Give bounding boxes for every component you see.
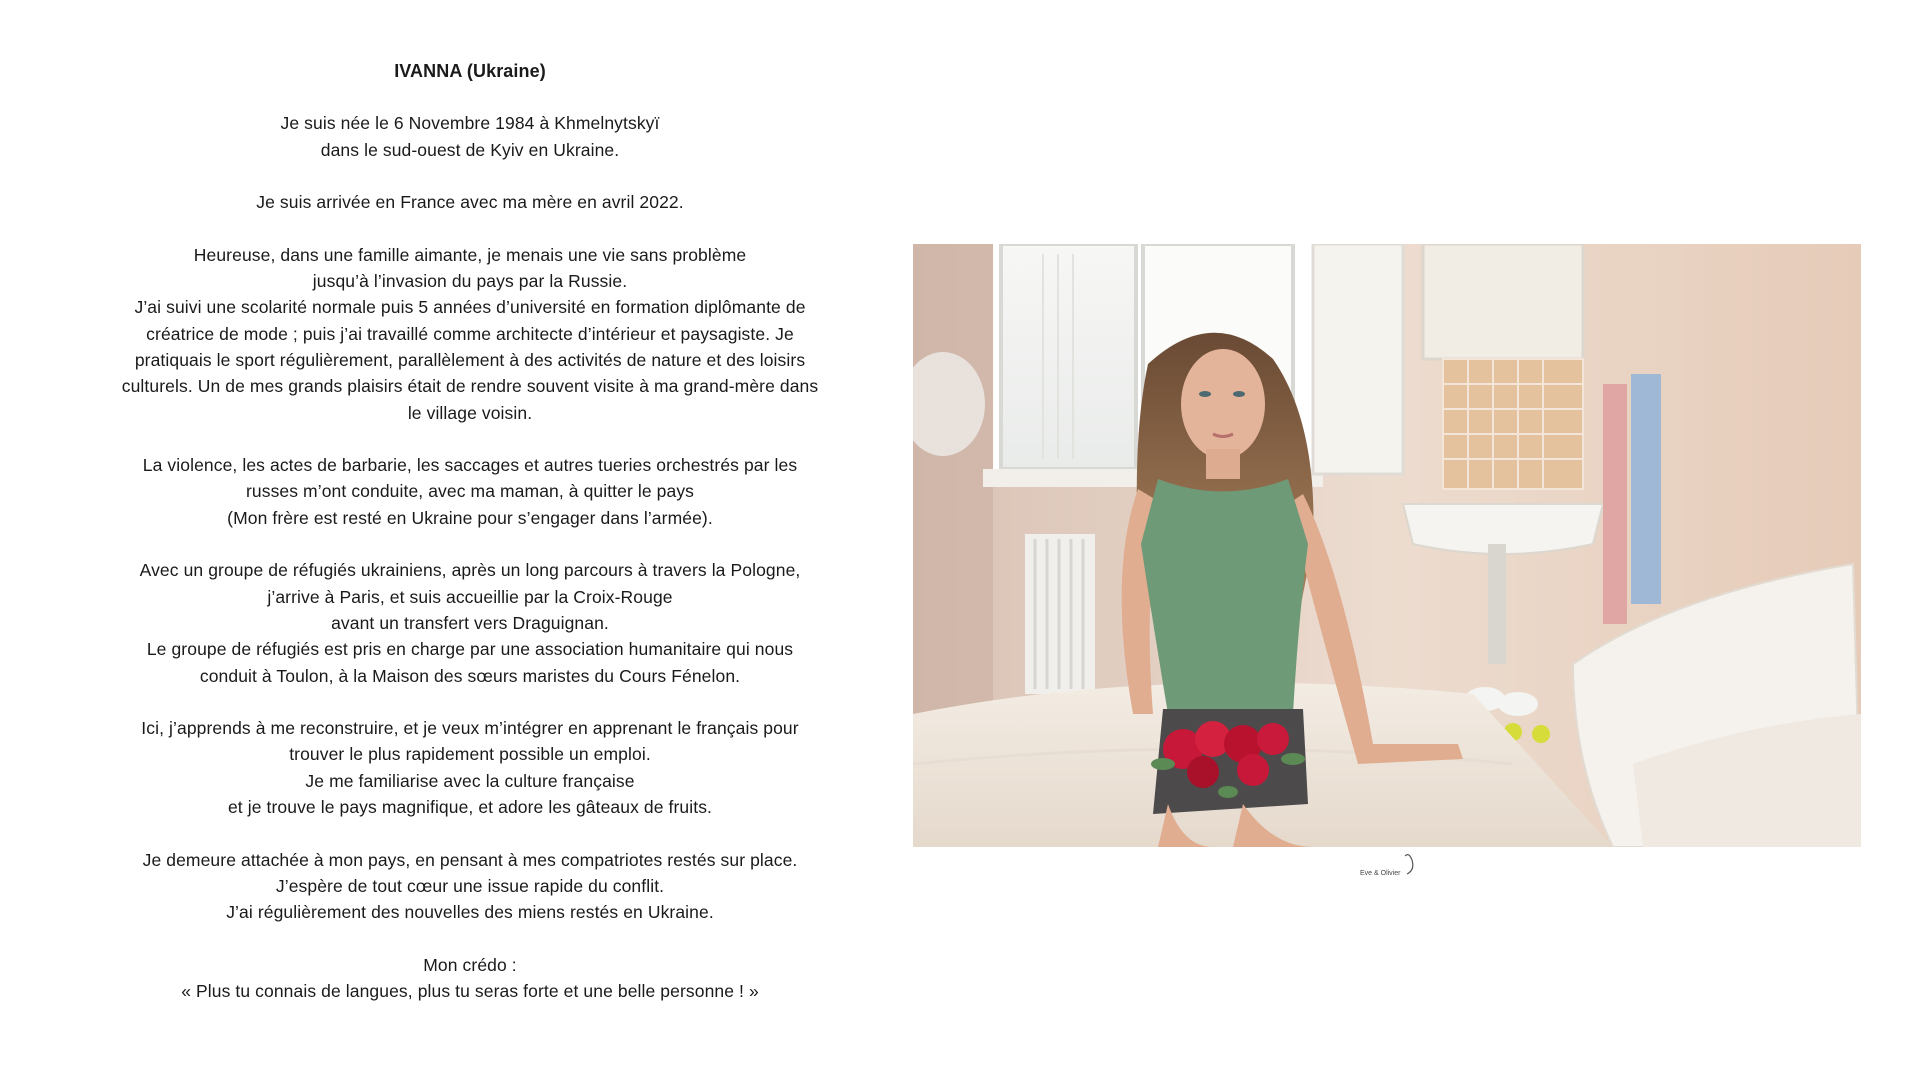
paragraph-line: créatrice de mode ; puis j’ai travaillé comme architecte d’intérieur et paysagiste. Je — [146, 323, 794, 344]
paragraph-line: Le groupe de réfugiés est pris en charge par une association humanitaire qui nous — [146, 639, 794, 660]
paragraph-line: Avec un groupe de réfugiés ukrainiens, après un long parcours à travers la Pologne, — [139, 560, 801, 581]
paragraph-line: j’arrive à Paris, et suis accueillie par la Croix-Rouge — [267, 586, 673, 607]
paragraph — [100, 452, 840, 531]
paragraph — [100, 715, 840, 820]
paragraph-line: J’espère de tout cœur une issue rapide du conflit. — [275, 875, 665, 896]
paragraph-line: Je demeure attachée à mon pays, en pensant à mes compatriotes restés sur place. — [142, 849, 798, 870]
paragraph — [100, 952, 840, 1005]
paragraph — [100, 847, 840, 926]
article-text — [100, 58, 840, 1004]
paragraph-line: trouver le plus rapidement possible un emploi. — [289, 744, 651, 765]
paragraph-line: Heureuse, dans une famille aimante, je menais une vie sans problème — [193, 244, 747, 265]
paragraph-line: La violence, les actes de barbarie, les saccages et autres tueries orchestrés par les — [142, 455, 798, 476]
paragraph-line: jusqu’à l’invasion du pays par la Russie. — [312, 271, 628, 292]
paragraph-list — [100, 110, 840, 1004]
paragraph — [100, 242, 840, 426]
paragraph-line: Je suis née le 6 Novembre 1984 à Khmelnytskyï — [280, 113, 660, 134]
paragraph-line: le village voisin. — [407, 402, 533, 423]
paragraph — [100, 189, 840, 215]
paragraph-line: culturels. Un de mes grands plaisirs était de rendre souvent visite à ma grand-mère dans — [121, 376, 819, 397]
paragraph-line: avant un transfert vers Draguignan. — [331, 612, 609, 633]
paragraph — [100, 557, 840, 688]
paragraph — [100, 110, 840, 163]
paragraph-line: « Plus tu connais de langues, plus tu seras forte et une belle personne ! » — [181, 981, 759, 1002]
paragraph-line: conduit à Toulon, à la Maison des sœurs maristes du Cours Fénelon. — [199, 665, 741, 686]
paragraph-line: russes m’ont conduite, avec ma maman, à quitter le pays — [245, 481, 695, 502]
photographer-signature — [1357, 850, 1419, 884]
paragraph-line: et je trouve le pays magnifique, et adore les gâteaux de fruits. — [227, 797, 713, 818]
paragraph-line: Je me familiarise avec la culture française — [305, 770, 635, 791]
page-title: IVANNA (Ukraine) — [394, 61, 546, 81]
paragraph-line: Ici, j’apprends à me reconstruire, et je veux m’intégrer en apprenant le français pour — [141, 718, 799, 739]
signature-text: Eve & Olivier — [1360, 870, 1401, 877]
portrait-photo — [913, 244, 1861, 847]
paragraph-line: Mon crédo : — [423, 954, 517, 975]
paragraph-line: J’ai régulièrement des nouvelles des miens restés en Ukraine. — [226, 902, 714, 923]
paragraph-line: (Mon frère est resté en Ukraine pour s’engager dans l’armée). — [227, 507, 713, 528]
paragraph-line: dans le sud-ouest de Kyiv en Ukraine. — [320, 139, 620, 160]
paragraph-line: pratiquais le sport régulièrement, parallèlement à des activités de nature et des loisirs — [134, 349, 806, 370]
paragraph-line: Je suis arrivée en France avec ma mère en avril 2022. — [256, 192, 684, 213]
paragraph-line: J’ai suivi une scolarité normale puis 5 années d’université en formation diplômante de — [134, 297, 806, 318]
